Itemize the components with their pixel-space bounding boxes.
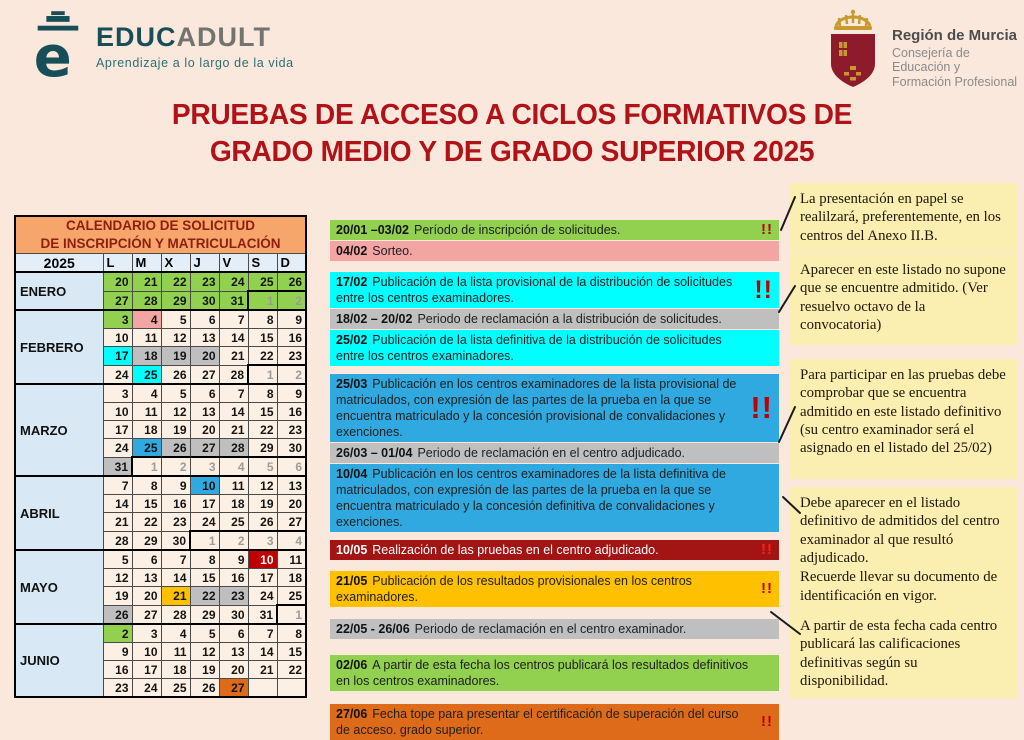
calendar-day: 29 <box>190 605 219 624</box>
calendar-day: 8 <box>248 310 277 329</box>
calendar-day: 21 <box>219 421 248 439</box>
calendar-day: 25 <box>248 272 277 291</box>
month-label-enero: ENERO <box>15 272 103 310</box>
calendar-day: 25 <box>277 587 306 606</box>
calendar-day: 27 <box>219 679 248 698</box>
event-date: 18/02 – 20/02 <box>336 312 413 326</box>
calendar-day: 24 <box>219 272 248 291</box>
calendar-day: 11 <box>132 403 161 421</box>
alert-icon: !! <box>750 390 773 425</box>
month-label-abril: ABRIL <box>15 476 103 550</box>
calendar-day: 6 <box>132 550 161 569</box>
calendar-day: 5 <box>248 457 277 476</box>
calendar-day: 3 <box>103 384 132 403</box>
murcia-region-title: Región de Murcia <box>892 26 1018 44</box>
calendar-day: 15 <box>248 403 277 421</box>
alert-icon: !! <box>761 541 773 558</box>
event-bar <box>330 704 779 740</box>
day-header-d: D <box>277 254 306 273</box>
calendar-day: 27 <box>190 439 219 458</box>
calendar-day: 7 <box>161 550 190 569</box>
day-header-v: V <box>219 254 248 273</box>
calendar-day: 21 <box>219 347 248 366</box>
calendar-day: 8 <box>248 384 277 403</box>
alert-icon: !! <box>761 221 773 238</box>
calendar-day: 21 <box>132 272 161 291</box>
calendar-day: 19 <box>190 661 219 679</box>
calendar-title: CALENDARIO DE SOLICITUD DE INSCRIPCIÓN Y MATRICULACIÓN <box>15 216 306 254</box>
event-text: A partir de esta fecha los centros publicará los resultados definitivos en los centros examinadores. <box>336 658 749 688</box>
calendar-day: 22 <box>248 347 277 366</box>
calendar-day: 3 <box>103 310 132 329</box>
calendar-day: 9 <box>161 476 190 495</box>
calendar-day: 12 <box>190 643 219 661</box>
brand-tagline: Aprendizaje a lo largo de la vida <box>96 56 294 70</box>
calendar-day: 1 <box>277 605 306 624</box>
event-date: 21/05 <box>336 574 368 588</box>
calendar-day: 1 <box>248 291 277 310</box>
calendar-day: 9 <box>277 384 306 403</box>
calendar-day: 17 <box>103 347 132 366</box>
note-text: A partir de esta fecha cada centro publicará las calificaciones definitivas según su disponibilidad. <box>800 618 998 690</box>
calendar-day: 5 <box>103 550 132 569</box>
calendar-day: 31 <box>248 605 277 624</box>
note-box <box>790 254 1017 345</box>
event-date: 25/03 <box>336 377 368 391</box>
brand-name <box>96 24 294 51</box>
calendar-day: 9 <box>219 550 248 569</box>
calendar-day: 12 <box>161 329 190 347</box>
brand-adult: ADULT <box>176 22 271 52</box>
calendar-day: 29 <box>161 291 190 310</box>
event-text: Periodo de reclamación a la distribución de solicitudes. <box>417 312 722 326</box>
calendar-day: 5 <box>161 384 190 403</box>
calendar-day: 4 <box>132 384 161 403</box>
month-label-mayo: MAYO <box>15 550 103 624</box>
event-text: Publicación de los resultados provisionales en los centros examinadores. <box>336 574 692 604</box>
event-bar <box>330 309 779 329</box>
calendar-day: 30 <box>219 605 248 624</box>
calendar-day: 21 <box>248 661 277 679</box>
event-bar <box>330 571 779 607</box>
calendar-day: 5 <box>161 310 190 329</box>
calendar-day: 21 <box>103 513 132 532</box>
calendar-day: 9 <box>103 643 132 661</box>
calendar-day: 19 <box>161 347 190 366</box>
calendar-day: 23 <box>219 587 248 606</box>
note-box <box>790 183 1017 253</box>
calendar-day: 11 <box>132 329 161 347</box>
calendar-day: 17 <box>190 495 219 513</box>
event-text: Publicación de la lista definitiva de la distribución de solicitudes entre los centros examinadores. <box>336 333 722 363</box>
note-box <box>790 487 1017 613</box>
calendar-day: 22 <box>132 513 161 532</box>
calendar-day: 1 <box>132 457 161 476</box>
event-bar <box>330 330 779 366</box>
calendar-day: 4 <box>161 624 190 643</box>
educadult-logo <box>28 10 294 90</box>
calendar-day: 14 <box>219 329 248 347</box>
event-bar <box>330 374 779 442</box>
calendar-day: 26 <box>277 272 306 291</box>
calendar-day: 10 <box>103 329 132 347</box>
month-label-junio: JUNIO <box>15 624 103 697</box>
calendar-day: 22 <box>161 272 190 291</box>
event-date: 20/01 –03/02 <box>336 223 409 237</box>
calendar-day: 1 <box>190 531 219 550</box>
calendar-day: 4 <box>277 531 306 550</box>
event-text: Periodo de reclamación en el centro examinador. <box>414 622 687 636</box>
event-date: 17/02 <box>336 275 368 289</box>
calendar-day: 21 <box>161 587 190 606</box>
calendar-day: 20 <box>277 495 306 513</box>
alert-icon: !! <box>761 580 773 597</box>
calendar-day: 24 <box>132 679 161 698</box>
event-bar <box>330 464 779 532</box>
event-date: 25/02 <box>336 333 368 347</box>
calendar-day: 17 <box>132 661 161 679</box>
calendar-day: 2 <box>103 624 132 643</box>
calendar-day: 6 <box>190 384 219 403</box>
calendar-day: 4 <box>219 457 248 476</box>
event-text: Fecha tope para presentar el certificación de superación del curso de acceso. grado superior. <box>336 707 739 737</box>
calendar-day: 13 <box>277 476 306 495</box>
calendar-day: 22 <box>190 587 219 606</box>
calendar-day: 22 <box>248 421 277 439</box>
note-text: La presentación en papel se realilzará, preferentemente, en los centros del Anexo II.B. <box>800 191 1001 244</box>
month-label-febrero: FEBRERO <box>15 310 103 384</box>
events-timeline <box>330 220 779 740</box>
event-text: Publicación en los centros examinadores de la lista provisional de matriculados, con expresión de las partes de la prueba en la que se encuentra matriculado y la concesión provisional de convalidaciones y exenciones. <box>336 377 737 439</box>
event-bar <box>330 540 779 560</box>
calendar-day: 26 <box>161 365 190 384</box>
calendar-day: 23 <box>277 347 306 366</box>
calendar-day: 3 <box>248 531 277 550</box>
calendar-day: 20 <box>219 661 248 679</box>
day-header-s: S <box>248 254 277 273</box>
alert-icon: !! <box>754 276 773 304</box>
day-header-j: J <box>190 254 219 273</box>
calendar-day: 11 <box>219 476 248 495</box>
calendar-day: 14 <box>161 569 190 587</box>
event-date: 02/06 <box>336 658 368 672</box>
calendar-day: 12 <box>103 569 132 587</box>
calendar-day <box>248 679 277 698</box>
event-text: Sorteo. <box>372 244 413 258</box>
event-bar <box>330 220 779 240</box>
calendar-day: 24 <box>103 439 132 458</box>
calendar-day: 27 <box>190 365 219 384</box>
calendar-day: 28 <box>103 531 132 550</box>
calendar-day: 10 <box>248 550 277 569</box>
calendar-day: 26 <box>248 513 277 532</box>
calendar-day: 15 <box>190 569 219 587</box>
calendar-day: 26 <box>161 439 190 458</box>
event-bar <box>330 619 779 639</box>
calendar-day: 18 <box>132 421 161 439</box>
calendar-day: 11 <box>277 550 306 569</box>
calendar-day: 6 <box>277 457 306 476</box>
note-box <box>790 610 1017 698</box>
calendar-day: 27 <box>277 513 306 532</box>
event-bar <box>330 443 779 463</box>
calendar-day: 23 <box>103 679 132 698</box>
calendar-day: 16 <box>277 403 306 421</box>
calendar-day: 13 <box>190 403 219 421</box>
calendar-day: 18 <box>219 495 248 513</box>
calendar-day: 3 <box>190 457 219 476</box>
event-bar <box>330 272 779 308</box>
calendar-day: 13 <box>132 569 161 587</box>
event-date: 26/03 – 01/04 <box>336 446 413 460</box>
note-text: Recuerde llevar su documento de identificación en vigor. <box>800 569 998 604</box>
calendar-day: 23 <box>277 421 306 439</box>
calendar-day: 8 <box>190 550 219 569</box>
calendar-day: 19 <box>103 587 132 606</box>
calendar-day: 7 <box>219 384 248 403</box>
calendar-day: 15 <box>248 329 277 347</box>
event-text: Periodo de reclamación en el centro adjudicado. <box>417 446 685 460</box>
calendar-day: 20 <box>132 587 161 606</box>
calendar-table <box>14 215 307 698</box>
calendar-day: 28 <box>132 291 161 310</box>
calendar-day: 4 <box>132 310 161 329</box>
calendar-day: 28 <box>161 605 190 624</box>
calendar-day: 24 <box>190 513 219 532</box>
calendar-day: 12 <box>161 403 190 421</box>
calendar-day: 14 <box>248 643 277 661</box>
event-date: 22/05 - 26/06 <box>336 622 410 636</box>
calendar-day: 5 <box>190 624 219 643</box>
calendar-day: 15 <box>277 643 306 661</box>
calendar-day: 2 <box>277 365 306 384</box>
calendar-year: 2025 <box>15 254 103 273</box>
calendar-day: 31 <box>103 457 132 476</box>
event-text: Publicación de la lista provisional de la distribución de solicitudes entre los centros examinadores. <box>336 275 733 305</box>
murcia-coat-of-arms-icon <box>822 8 884 90</box>
calendar-day: 17 <box>248 569 277 587</box>
calendar-day: 16 <box>161 495 190 513</box>
event-text: Publicación en los centros examinadores de la lista definitiva de matriculados, con expresión de las partes de la prueba en la que se encuentra matriculado y la concesión definitiva de convalidaciones y exenciones. <box>336 467 726 529</box>
day-header-m: M <box>132 254 161 273</box>
calendar-day: 30 <box>161 531 190 550</box>
brand-educ: EDUC <box>96 22 177 52</box>
calendar-day: 29 <box>132 531 161 550</box>
calendar-day: 23 <box>161 513 190 532</box>
calendar-day: 25 <box>219 513 248 532</box>
calendar-day: 15 <box>132 495 161 513</box>
calendar-day: 18 <box>161 661 190 679</box>
calendar-day: 28 <box>219 439 248 458</box>
calendar-day: 19 <box>248 495 277 513</box>
alert-icon: !! <box>761 713 773 730</box>
event-date: 10/05 <box>336 543 368 557</box>
calendar-day: 19 <box>161 421 190 439</box>
calendar-day: 2 <box>277 291 306 310</box>
event-date: 10/04 <box>336 467 368 481</box>
calendar-day: 20 <box>190 421 219 439</box>
calendar-day: 16 <box>277 329 306 347</box>
calendar-day: 30 <box>190 291 219 310</box>
day-header-l: L <box>103 254 132 273</box>
calendar-day: 28 <box>219 365 248 384</box>
calendar-day: 30 <box>277 439 306 458</box>
calendar-day: 6 <box>219 624 248 643</box>
murcia-logo <box>822 8 1024 90</box>
event-bar <box>330 655 779 691</box>
calendar-day: 11 <box>161 643 190 661</box>
calendar-day: 1 <box>248 365 277 384</box>
calendar-day: 6 <box>190 310 219 329</box>
calendar-day: 2 <box>161 457 190 476</box>
calendar-day: 8 <box>132 476 161 495</box>
page-title <box>15 97 1008 171</box>
page-title-line1: PRUEBAS DE ACCESO A CICLOS FORMATIVOS DE <box>171 99 853 131</box>
calendar-day: 13 <box>190 329 219 347</box>
calendar-day: 14 <box>103 495 132 513</box>
note-box <box>790 359 1017 479</box>
calendar-day: 7 <box>248 624 277 643</box>
event-text: Período de inscripción de solicitudes. <box>414 223 621 237</box>
calendar-day: 13 <box>219 643 248 661</box>
calendar-day: 9 <box>277 310 306 329</box>
calendar-day: 2 <box>219 531 248 550</box>
calendar-day: 20 <box>103 272 132 291</box>
event-text: Realización de las pruebas en el centro adjudicado. <box>372 543 659 557</box>
calendar-day: 10 <box>103 403 132 421</box>
murcia-dept: Consejería de Educación y Formación Profesional <box>892 46 1018 89</box>
calendar-day: 7 <box>103 476 132 495</box>
calendar-day: 12 <box>248 476 277 495</box>
calendar-day: 16 <box>103 661 132 679</box>
calendar-day: 25 <box>161 679 190 698</box>
event-date: 27/06 <box>336 707 368 721</box>
calendar-day: 18 <box>277 569 306 587</box>
calendar-day: 29 <box>248 439 277 458</box>
calendar-day: 14 <box>219 403 248 421</box>
calendar-day: 7 <box>219 310 248 329</box>
calendar-day: 26 <box>190 679 219 698</box>
event-date: 04/02 <box>336 244 368 258</box>
calendar-day: 20 <box>190 347 219 366</box>
calendar-day: 10 <box>132 643 161 661</box>
note-text: Debe aparecer en el listado definitivo de admitidos del centro examinador al que resultó adjudicado. <box>800 495 1000 567</box>
calendar-day: 25 <box>132 439 161 458</box>
educadult-e-icon <box>28 10 86 90</box>
calendar-day <box>277 679 306 698</box>
calendar-day: 16 <box>219 569 248 587</box>
note-text: Aparecer en este listado no supone que se encuentre admitido. (Ver resuelvo octavo de la convocatoria) <box>800 262 1006 334</box>
calendar-day: 24 <box>103 365 132 384</box>
page-title-line2: GRADO MEDIO Y DE GRADO SUPERIOR 2025 <box>209 136 815 169</box>
calendar-day: 18 <box>132 347 161 366</box>
calendar-day: 10 <box>190 476 219 495</box>
calendar-day: 24 <box>248 587 277 606</box>
note-text: Para participar en las pruebas debe comprobar que se encuentra admitido en este listado definitivo (su centro examinador será el asignado en el listado del 25/02) <box>800 367 1006 457</box>
day-header-x: X <box>161 254 190 273</box>
calendar-day: 26 <box>103 605 132 624</box>
svg-text:e: e <box>33 24 72 90</box>
event-bar <box>330 241 779 261</box>
calendar-day: 22 <box>277 661 306 679</box>
calendar-day: 8 <box>277 624 306 643</box>
calendar-day: 27 <box>132 605 161 624</box>
calendar-day: 27 <box>103 291 132 310</box>
calendar-day: 23 <box>190 272 219 291</box>
calendar-day: 3 <box>132 624 161 643</box>
calendar-day: 17 <box>103 421 132 439</box>
calendar-day: 25 <box>132 365 161 384</box>
calendar-day: 31 <box>219 291 248 310</box>
month-label-marzo: MARZO <box>15 384 103 476</box>
